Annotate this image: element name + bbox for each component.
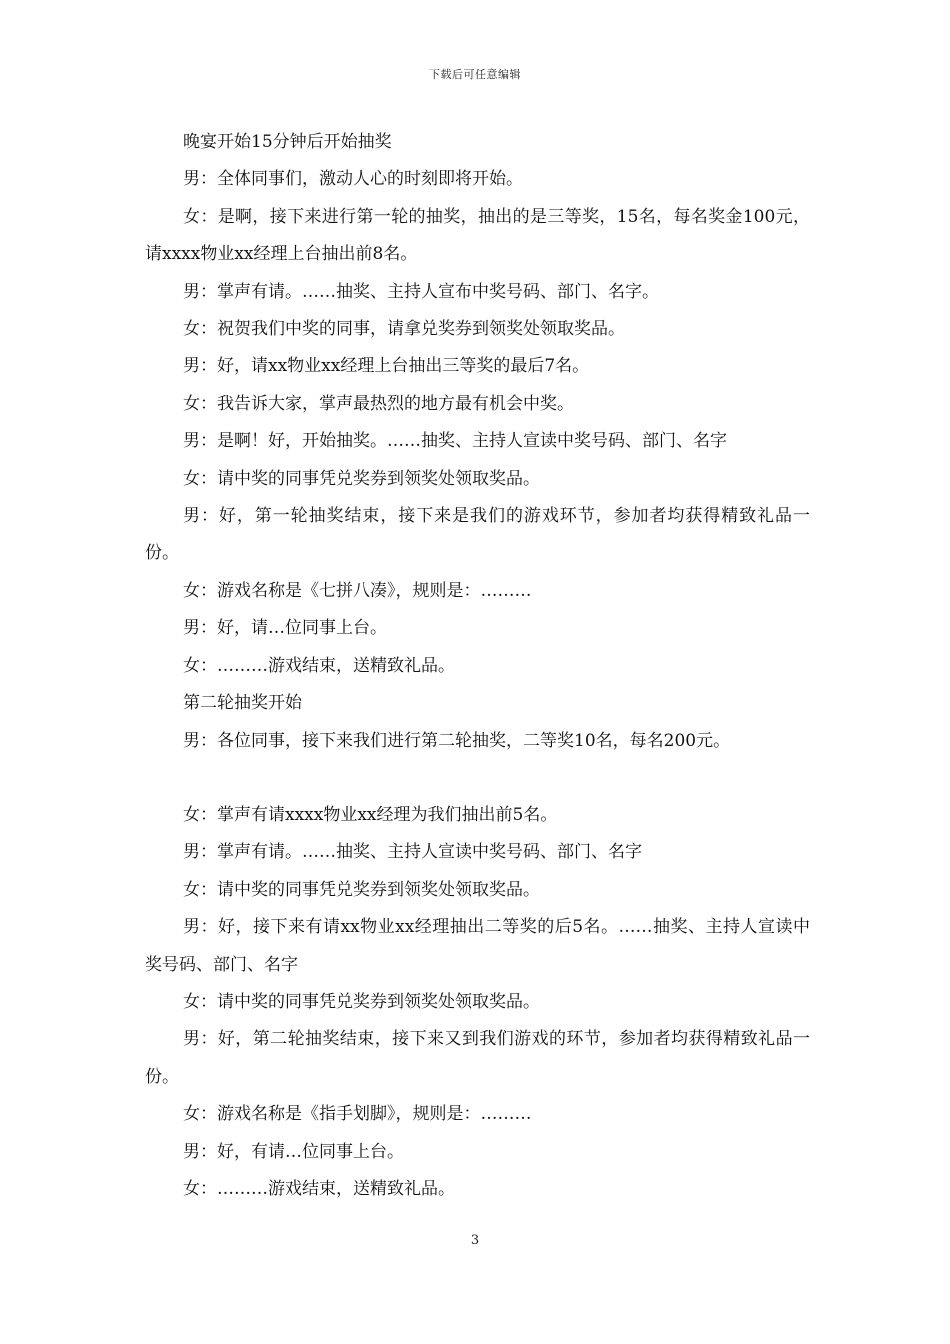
paragraph: 男：好，第二轮抽奖结束，接下来又到我们游戏的环节，参加者均获得精致礼品一份。 [145,1029,810,1087]
paragraph: 女：………游戏结束，送精致礼品。 [183,655,455,676]
paragraph: 男：掌声有请。……抽奖、主持人宣读中奖号码、部门、名字 [183,842,642,863]
paragraph: 女：是啊，接下来进行第一轮的抽奖，抽出的是三等奖，15名，每名奖金100元，请xxxx物业xx经理上台抽出前8名。 [145,206,810,265]
paragraph: 晚宴开始15分钟后开始抽奖 [183,132,392,152]
paragraph: 女：游戏名称是《指手划脚》，规则是：……… [183,1104,532,1125]
paragraph: 男：各位同事，接下来我们进行第二轮抽奖，二等奖10名，每名200元。 [183,730,731,751]
paragraph: 男：全体同事们，激动人心的时刻即将开始。 [183,169,523,190]
paragraph: 女：请中奖的同事凭兑奖券到领奖处领取奖品。 [183,879,540,900]
document-body [145,124,810,1208]
paragraph: 男：是啊！好，开始抽奖。……抽奖、主持人宣读中奖号码、部门、名字 [183,431,727,452]
paragraph: 男：好，请…位同事上台。 [183,618,387,639]
blank-line [145,760,810,797]
paragraph: 女：祝贺我们中奖的同事，请拿兑奖券到领奖处领取奖品。 [183,319,625,340]
paragraph: 女：………游戏结束，送精致礼品。 [183,1178,455,1199]
paragraph: 男：好，第一轮抽奖结束，接下来是我们的游戏环节，参加者均获得精致礼品一份。 [145,506,810,564]
paragraph: 女：掌声有请xxxx物业xx经理为我们抽出前5名。 [183,804,558,825]
paragraph: 女：请中奖的同事凭兑奖券到领奖处领取奖品。 [183,468,540,489]
paragraph: 男：好，接下来有请xx物业xx经理抽出二等奖的后5名。……抽奖、主持人宣读中奖号码、部门、名字 [145,917,810,975]
page-number: 3 [470,1233,480,1248]
paragraph: 男：掌声有请。……抽奖、主持人宣布中奖号码、部门、名字。 [183,281,659,302]
paragraph: 男：好，有请…位同事上台。 [183,1141,404,1162]
page-header-note: 下载后可任意编辑 [429,68,521,81]
section-heading: 第二轮抽奖开始 [183,693,302,714]
paragraph: 男：好，请xx物业xx经理上台抽出三等奖的最后7名。 [183,356,590,377]
paragraph: 女：游戏名称是《七拼八凑》，规则是：……… [183,580,532,601]
paragraph: 女：请中奖的同事凭兑奖券到领奖处领取奖品。 [183,991,540,1012]
paragraph: 女：我告诉大家，掌声最热烈的地方最有机会中奖。 [183,393,574,414]
